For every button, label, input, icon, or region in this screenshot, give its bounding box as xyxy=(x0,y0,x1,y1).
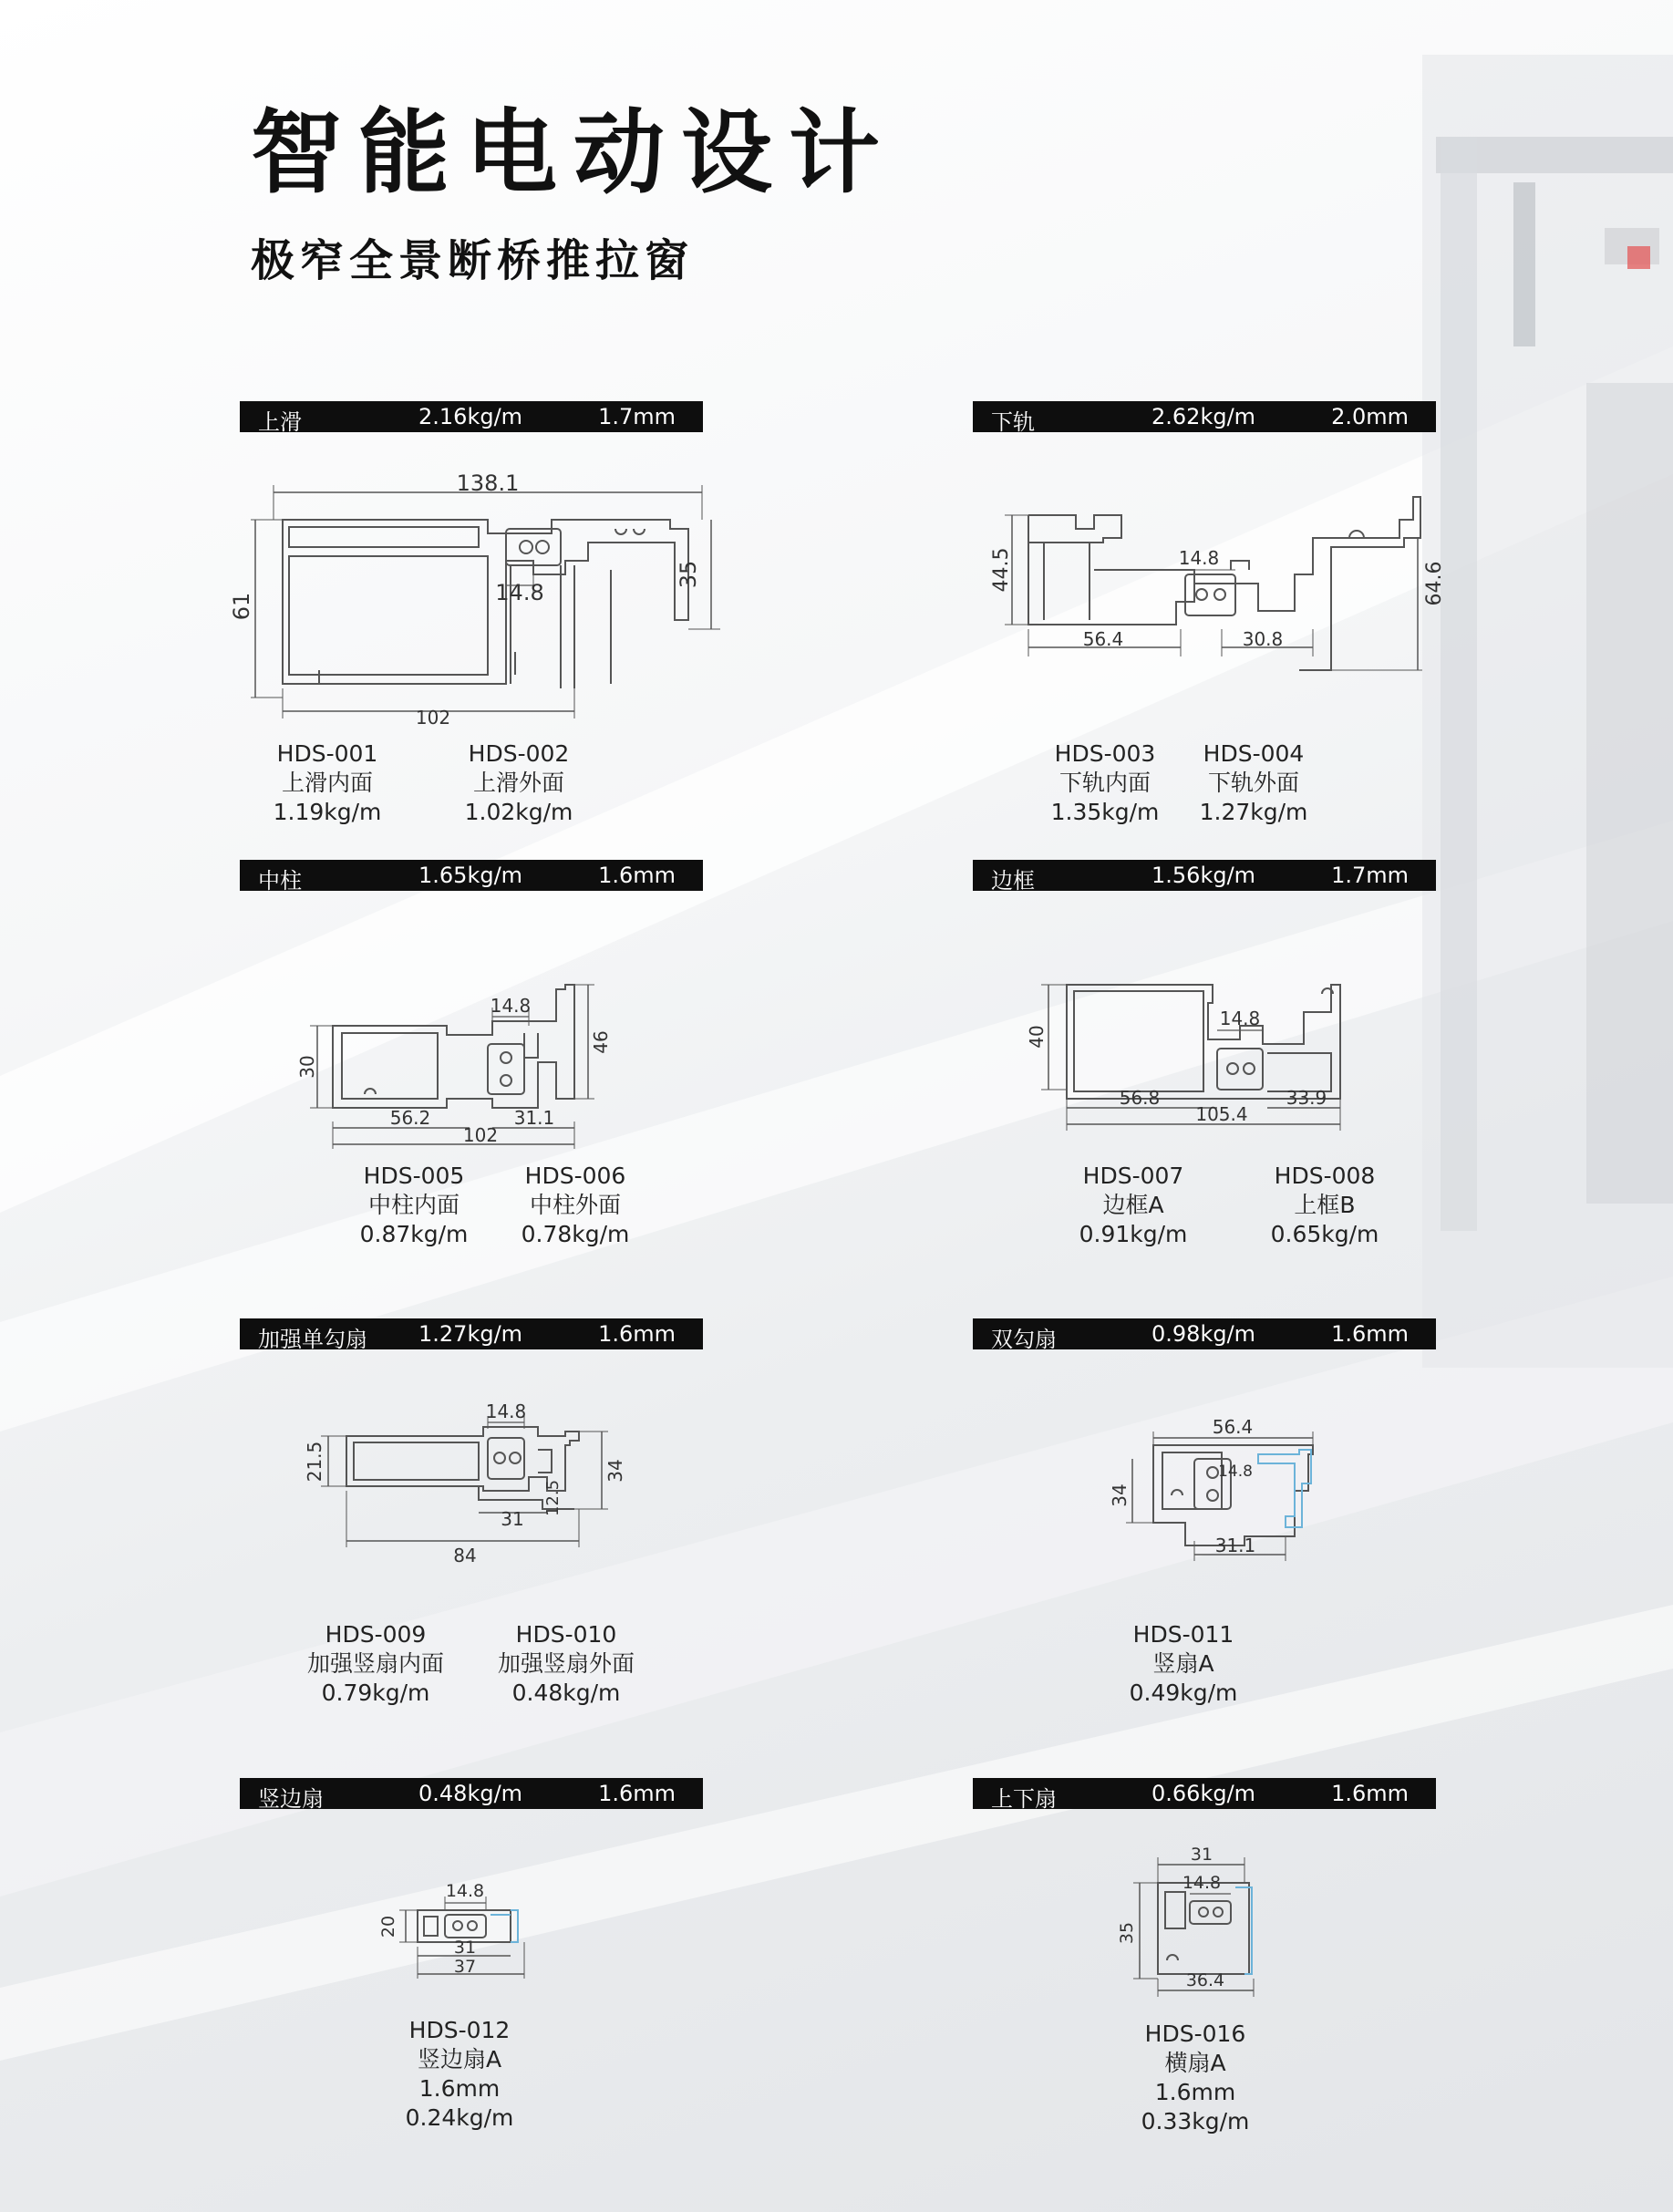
part-weight: 0.48kg/m xyxy=(511,1680,621,1706)
part-code: HDS-008 xyxy=(1274,1163,1376,1189)
part-desc: 下轨外面 xyxy=(1207,770,1299,796)
part-weight: 0.91kg/m xyxy=(1079,1221,1188,1247)
section-weight: 1.65kg/m xyxy=(418,863,523,888)
dim-label: 46 xyxy=(590,1030,612,1054)
section-thickness: 1.6mm xyxy=(598,1321,676,1347)
section-thickness: 1.6mm xyxy=(598,1781,676,1806)
part-code: HDS-003 xyxy=(1054,740,1156,767)
part-caption xyxy=(266,1620,485,1708)
part-desc: 中柱内面 xyxy=(367,1192,460,1218)
part-caption xyxy=(1074,1620,1293,1708)
dim-label: 14.8 xyxy=(1218,1463,1253,1481)
section-name: 上下扇 xyxy=(991,1786,1057,1812)
section-thickness: 1.6mm xyxy=(1331,1781,1409,1806)
part-thickness: 1.6mm xyxy=(1154,2079,1236,2105)
section-bar-top-slide xyxy=(240,401,703,435)
part-caption xyxy=(457,1620,676,1708)
section-name: 下轨 xyxy=(991,409,1035,435)
part-desc: 横扇A xyxy=(1164,2050,1226,2076)
part-code: HDS-001 xyxy=(276,740,378,767)
part-weight: 0.87kg/m xyxy=(359,1221,469,1247)
section-bar-side-frame xyxy=(973,860,1436,894)
dim-label: 40 xyxy=(1026,1025,1048,1049)
dim-label: 20 xyxy=(378,1915,398,1938)
section-bar-double-hook-sash xyxy=(973,1318,1436,1352)
profile-drawing-side-frame xyxy=(1021,971,1386,1135)
part-desc: 加强竖扇内面 xyxy=(306,1650,444,1677)
profile-drawing-bottom-rail xyxy=(985,483,1459,684)
dim-label: 21.5 xyxy=(304,1441,325,1483)
part-code: HDS-009 xyxy=(325,1621,427,1648)
part-desc: 边框A xyxy=(1102,1192,1164,1218)
dim-label: 34 xyxy=(1109,1483,1131,1507)
dim-label: 56.4 xyxy=(1082,628,1124,650)
section-thickness: 1.6mm xyxy=(598,863,676,888)
dim-label: 14.8 xyxy=(490,995,532,1017)
dim-label: 31 xyxy=(1190,1845,1213,1865)
dim-label: 105.4 xyxy=(1195,1103,1248,1125)
section-name: 上滑 xyxy=(258,409,302,435)
part-code: HDS-002 xyxy=(468,740,570,767)
profile-drawing-reinforced-hook-sash xyxy=(301,1400,647,1582)
dim-label: 64.6 xyxy=(1423,561,1446,606)
dim-label: 61 xyxy=(229,592,254,621)
dim-label: 14.8 xyxy=(485,1401,527,1422)
section-weight: 2.62kg/m xyxy=(1151,404,1256,429)
dim-label: 12.5 xyxy=(543,1479,563,1517)
dim-label: 56.8 xyxy=(1119,1087,1161,1109)
dim-label: 31.1 xyxy=(1214,1535,1256,1556)
part-caption xyxy=(218,739,437,827)
profile-drawing-mullion xyxy=(296,971,666,1153)
part-code: HDS-012 xyxy=(408,2017,511,2043)
section-name: 边框 xyxy=(991,868,1035,894)
part-weight: 1.19kg/m xyxy=(273,799,382,825)
part-code: HDS-005 xyxy=(363,1163,465,1189)
dim-label: 14.8 xyxy=(445,1881,485,1901)
section-weight: 0.66kg/m xyxy=(1151,1781,1256,1806)
part-weight: 1.35kg/m xyxy=(1050,799,1160,825)
dim-label: 138.1 xyxy=(456,470,520,496)
section-bar-top-bottom-sash xyxy=(973,1778,1436,1812)
section-thickness: 1.7mm xyxy=(1331,863,1409,888)
part-weight: 1.27kg/m xyxy=(1199,799,1308,825)
dim-label: 102 xyxy=(462,1124,499,1146)
part-desc: 下轨内面 xyxy=(1059,770,1151,796)
dim-label: 33.9 xyxy=(1286,1087,1327,1109)
section-weight: 1.27kg/m xyxy=(418,1321,523,1347)
dim-label: 14.8 xyxy=(495,580,544,605)
section-name: 加强单勾扇 xyxy=(258,1327,367,1352)
part-caption xyxy=(466,1162,685,1249)
part-desc: 上框B xyxy=(1294,1192,1356,1218)
dim-label: 14.8 xyxy=(1219,1008,1261,1029)
part-desc: 上滑外面 xyxy=(472,770,564,796)
part-caption xyxy=(409,739,628,827)
profile-drawing-top-slide xyxy=(229,465,725,748)
part-code: HDS-011 xyxy=(1132,1621,1234,1648)
section-weight: 1.56kg/m xyxy=(1151,863,1256,888)
dim-label: 31 xyxy=(501,1508,524,1530)
part-code: HDS-004 xyxy=(1203,740,1305,767)
part-desc: 竖扇A xyxy=(1152,1650,1214,1677)
dim-label: 30.8 xyxy=(1242,628,1284,650)
profile-drawing-vertical-side-sash xyxy=(374,1869,547,1988)
profile-drawing-top-bottom-sash xyxy=(1103,1837,1276,2001)
dim-label: 34 xyxy=(604,1459,626,1483)
dim-label: 37 xyxy=(453,1957,477,1977)
section-weight: 2.16kg/m xyxy=(418,404,523,429)
section-weight: 0.48kg/m xyxy=(418,1781,523,1806)
dim-label: 84 xyxy=(453,1545,477,1566)
part-weight: 0.49kg/m xyxy=(1129,1680,1238,1706)
section-thickness: 1.6mm xyxy=(1331,1321,1409,1347)
section-bar-vertical-side-sash xyxy=(240,1778,703,1812)
dim-label: 102 xyxy=(415,707,451,729)
dim-label: 44.5 xyxy=(990,547,1013,593)
part-desc: 中柱外面 xyxy=(529,1192,621,1218)
part-weight: 1.02kg/m xyxy=(464,799,573,825)
section-name: 竖边扇 xyxy=(258,1786,324,1812)
dim-label: 31 xyxy=(453,1938,477,1958)
section-thickness: 1.7mm xyxy=(598,404,676,429)
dim-label: 56.2 xyxy=(389,1107,431,1129)
section-thickness: 2.0mm xyxy=(1331,404,1409,429)
part-code: HDS-007 xyxy=(1082,1163,1184,1189)
part-caption xyxy=(1144,739,1363,827)
section-name: 中柱 xyxy=(258,868,302,894)
part-desc: 加强竖扇外面 xyxy=(497,1650,635,1677)
dim-label: 14.8 xyxy=(1178,547,1220,569)
part-weight: 0.79kg/m xyxy=(321,1680,430,1706)
section-bar-bottom-rail xyxy=(973,401,1436,435)
part-code: HDS-006 xyxy=(524,1163,626,1189)
part-thickness: 1.6mm xyxy=(418,2075,501,2102)
section-bar-reinforced-hook-sash xyxy=(240,1318,703,1352)
dim-label: 14.8 xyxy=(1182,1873,1222,1893)
part-desc: 竖边扇A xyxy=(417,2046,502,2072)
part-code: HDS-010 xyxy=(515,1621,617,1648)
part-weight: 0.65kg/m xyxy=(1270,1221,1379,1247)
dim-label: 35 xyxy=(1117,1921,1137,1945)
part-caption xyxy=(1024,1162,1243,1249)
part-weight: 0.78kg/m xyxy=(521,1221,630,1247)
dim-label: 30 xyxy=(296,1055,318,1079)
part-code: HDS-016 xyxy=(1144,2021,1246,2047)
part-caption xyxy=(350,2016,569,2133)
dim-label: 36.4 xyxy=(1185,1970,1225,1990)
dim-label: 31.1 xyxy=(513,1107,555,1129)
profile-drawing-double-hook-sash xyxy=(1103,1409,1340,1573)
part-caption xyxy=(1215,1162,1434,1249)
part-weight: 0.24kg/m xyxy=(405,2104,514,2131)
part-caption xyxy=(1086,2020,1305,2136)
part-desc: 上滑内面 xyxy=(281,770,373,796)
section-name: 双勾扇 xyxy=(991,1327,1057,1352)
section-bar-mullion xyxy=(240,860,703,894)
dim-label: 56.4 xyxy=(1212,1416,1254,1438)
page-title: 智能电动设计 xyxy=(251,99,896,206)
part-weight: 0.33kg/m xyxy=(1141,2108,1250,2134)
section-weight: 0.98kg/m xyxy=(1151,1321,1256,1347)
page-subtitle: 极窄全景断桥推拉窗 xyxy=(251,235,695,286)
dim-label: 35 xyxy=(676,560,701,589)
